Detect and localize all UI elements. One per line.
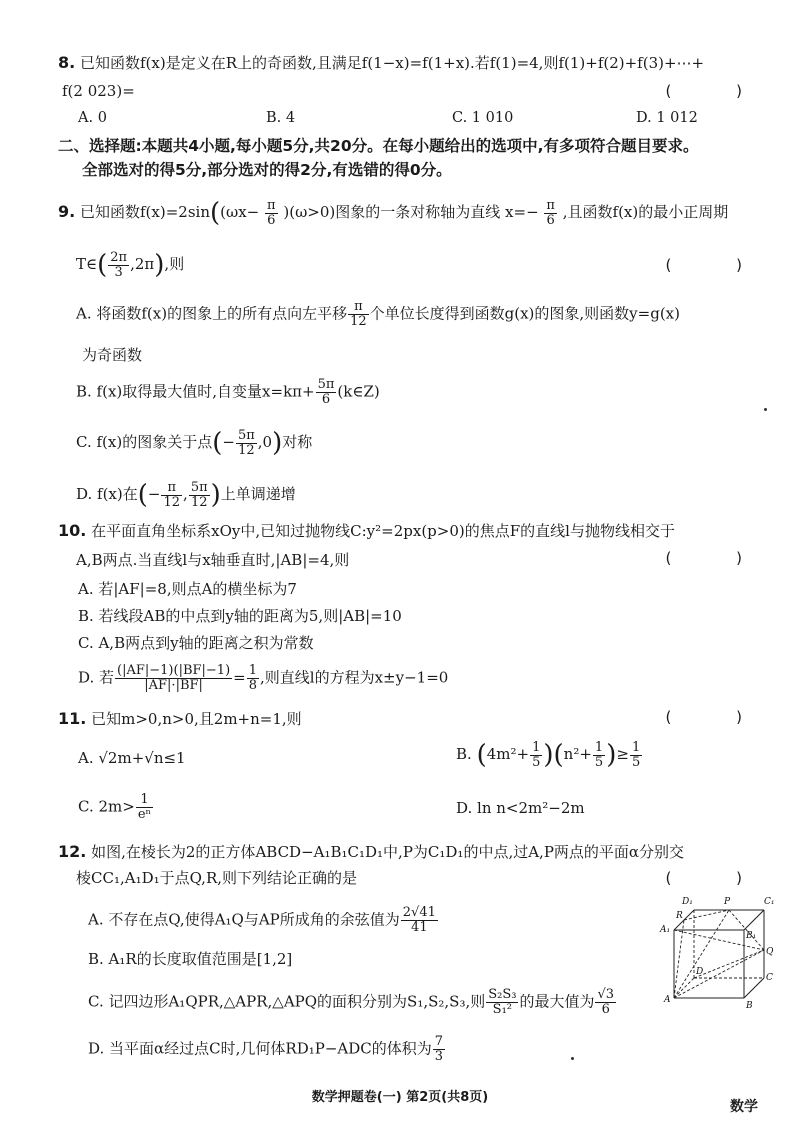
fraction xyxy=(316,378,337,407)
option-text: ≥ xyxy=(616,745,629,763)
frac-den: 5 xyxy=(594,754,604,770)
option-text: C. f(x)的图象关于点 xyxy=(76,433,213,451)
frac-num: 1 xyxy=(594,739,604,755)
segment-AP xyxy=(674,910,729,998)
option-b: B. 4 xyxy=(266,110,296,126)
fraction xyxy=(189,481,210,510)
option-text: A. 不存在点Q,使得A₁Q与AP所成角的余弦值为 xyxy=(88,910,400,929)
segment-DQ xyxy=(694,950,764,978)
option-text: ,0 xyxy=(257,433,273,451)
label-P: P xyxy=(724,897,731,907)
option-d: D. 1 012 xyxy=(636,110,698,126)
question-12 xyxy=(58,841,684,862)
option-text: B. xyxy=(456,745,477,763)
q11-option-b: B. (4m²+ $\frac{1}{5}$ )(n²+ $\frac{1}{5}$ )≥ $\frac{1}{5}$ xyxy=(456,739,641,770)
section-heading-line1: 二、选择题:本题共4小题,每小题5分,共20分。在每小题给出的选项中,有多项符合题目要求。 xyxy=(58,137,699,155)
fraction xyxy=(348,300,369,329)
q11-option-d: D. ln n<2m²−2m xyxy=(456,799,585,817)
label-Q: Q xyxy=(766,947,774,957)
label-B: B xyxy=(746,1001,753,1010)
fraction xyxy=(161,481,182,510)
fraction xyxy=(136,793,153,822)
option-text: C. 记四边形A₁QPR,△APR,△APQ的面积分别为S₁,S₂,S₃,则 xyxy=(88,992,486,1011)
q10-option-b: B. 若线段AB的中点到y轴的距离为5,则|AB|=10 xyxy=(78,607,402,625)
option-text: = xyxy=(233,668,246,687)
frac-den: 6 xyxy=(546,212,555,228)
q12-option-c xyxy=(88,988,617,1017)
frac-den: 8 xyxy=(248,678,258,693)
option-text: 4m²+ xyxy=(486,745,530,763)
frac-num: 5π xyxy=(237,427,255,443)
edge-B1C1 xyxy=(744,910,764,930)
frac-num: 2π xyxy=(110,249,128,265)
segment-AR xyxy=(674,920,684,998)
speck xyxy=(764,408,767,411)
question-number: 11. xyxy=(58,709,87,728)
label-A1: A₁ xyxy=(660,925,671,935)
option-text: D. 若 xyxy=(78,668,115,687)
q12-option-d xyxy=(88,1035,446,1064)
section-heading xyxy=(58,134,780,182)
question-number: 8. xyxy=(58,53,76,72)
label-C: C xyxy=(766,973,773,983)
option-text: B. f(x)取得最大值时,自变量x=kπ+ xyxy=(76,382,315,401)
answer-paren: ( ) xyxy=(665,82,772,100)
question-11 xyxy=(58,708,302,729)
q11-option-a: A. √2m+√n≤1 xyxy=(78,749,186,767)
fraction xyxy=(530,741,542,770)
frac-den: 3 xyxy=(434,1049,444,1064)
frac-den: S₁² xyxy=(492,1002,513,1017)
question-number: 10. xyxy=(58,521,87,540)
frac-den: 6 xyxy=(267,212,276,228)
option-text: A. 将函数f(x)的图象上的所有点向左平移 xyxy=(76,304,348,323)
answer-paren: ( ) xyxy=(665,549,772,567)
frac-num: 1 xyxy=(532,739,541,755)
q9-option-a-cont: 为奇函数 xyxy=(82,346,143,364)
fraction xyxy=(265,199,278,228)
question-stem-cont: A,B两点.当直线l与x轴垂直时,|AB|=4,则 xyxy=(76,551,350,569)
frac-num: 5π xyxy=(190,479,208,495)
cube-figure xyxy=(658,890,778,1010)
option-text: 的最大值为 xyxy=(519,992,595,1011)
fraction xyxy=(236,429,257,458)
frac-num: 2√41 xyxy=(402,905,436,920)
frac-num: 7 xyxy=(434,1034,444,1049)
q9-stem-b: (ωx− xyxy=(220,203,260,221)
question-9: 9. 已知函数f(x)=2sin((ωx− $\frac{\pi}{6}$ )(ω>0)图象的一条对称轴为直线 x=− $\frac{\pi}{6}$ ,且函数f(x)的最小正周期 xyxy=(58,197,729,228)
frac-den: 6 xyxy=(601,1002,610,1017)
fraction xyxy=(401,906,438,935)
frac-den: 5 xyxy=(631,754,641,770)
fraction xyxy=(247,664,259,693)
option-c: C. 1 010 xyxy=(452,110,514,126)
frac-num: 1 xyxy=(136,793,153,808)
option-text: D. f(x)在 xyxy=(76,485,138,503)
question-stem: 在平面直角坐标系xOy中,已知过抛物线C:y²=2px(p>0)的焦点F的直线l与抛物线相交于 xyxy=(91,522,675,540)
q10-option-d xyxy=(78,664,448,693)
option-text: n²+ xyxy=(563,745,592,763)
q9-stem-d: ,且函数f(x)的最小正周期 xyxy=(562,203,729,221)
frac-den: 12 xyxy=(350,314,367,329)
answer-paren: ( ) xyxy=(665,256,772,274)
question-number: 9. xyxy=(58,202,76,221)
label-C1: C₁ xyxy=(764,897,775,907)
fraction xyxy=(115,664,232,693)
fraction xyxy=(595,988,616,1017)
frac-den: 12 xyxy=(163,494,181,510)
label-A: A xyxy=(664,995,671,1005)
option-text: 个单位长度得到函数g(x)的图象,则函数y=g(x) xyxy=(369,304,680,323)
question-stem: 已知m>0,n>0,且2m+n=1,则 xyxy=(91,710,302,728)
frac-den: |AF|·|BF| xyxy=(144,678,203,693)
label-D1: D₁ xyxy=(682,897,693,907)
option-text: ,则直线l的方程为x±y−1=0 xyxy=(260,668,449,687)
q12-option-a xyxy=(88,906,439,935)
option-text: (k∈Z) xyxy=(337,382,380,401)
q9-stem-c: )(ω>0)图象的一条对称轴为直线 x=− xyxy=(283,203,539,221)
question-stem: 已知函数f(x)是定义在R上的奇函数,且满足f(1−x)=f(1+x).若f(1)=4,则f(1)+f(2)+f(3)+⋯+ xyxy=(80,54,705,72)
q9-line2-a: T∈ xyxy=(76,255,98,273)
option-text: C. 2m> xyxy=(78,797,135,816)
frac-num: π xyxy=(348,300,369,315)
q9-option-b xyxy=(76,378,380,407)
frac-num: π xyxy=(267,197,276,213)
answer-paren: ( ) xyxy=(665,869,772,887)
frac-den: 6 xyxy=(321,392,331,407)
q12-option-b: B. A₁R的长度取值范围是[1,2] xyxy=(88,950,293,968)
q9-option-a xyxy=(76,300,680,329)
question-stem: 如图,在棱长为2的正方体ABCD−A₁B₁C₁D₁中,P为C₁D₁的中点,过A,P两点的平面α分别交 xyxy=(91,843,685,861)
q9-option-c: C. f(x)的图象关于点(− $\frac{5\pi}{12}$ ,0)对称 xyxy=(76,427,313,458)
q9-line2-c: ,则 xyxy=(164,255,185,273)
question-stem-cont: 棱CC₁,A₁D₁于点Q,R,则下列结论正确的是 xyxy=(76,869,358,887)
subject-label: 数学 xyxy=(730,1099,758,1115)
question-10 xyxy=(58,520,675,541)
frac-num: S₂S₃ xyxy=(488,987,517,1002)
speck xyxy=(571,1057,574,1060)
q10-option-c: C. A,B两点到y轴的距离之积为常数 xyxy=(78,634,314,652)
frac-den: 3 xyxy=(114,264,123,280)
frac-num: 1 xyxy=(248,663,258,678)
edge-AD xyxy=(674,978,694,998)
frac-num: 1 xyxy=(631,739,641,755)
frac-num: (|AF|−1)(|BF|−1) xyxy=(117,663,231,678)
fraction xyxy=(486,988,518,1017)
q9-line2: T∈( $\frac{2\pi}{3}$ ,2π),则 xyxy=(76,249,185,280)
page-footer: 数学押题卷(一) 第2页(共8页) xyxy=(311,1090,489,1105)
section-heading-line2: 全部选对的得5分,部分选对的得2分,有选错的得0分。 xyxy=(82,161,452,179)
frac-den: 41 xyxy=(411,920,428,935)
fraction xyxy=(630,741,642,770)
fraction xyxy=(593,741,605,770)
frac-den: 12 xyxy=(190,494,208,510)
edge-BC xyxy=(744,978,764,998)
segment-RP xyxy=(684,910,729,920)
label-B1: B₁ xyxy=(746,931,757,941)
frac-num: 5π xyxy=(317,377,335,392)
frac-num: π xyxy=(546,197,555,213)
option-text: 对称 xyxy=(282,433,313,451)
fraction xyxy=(108,251,129,280)
fraction xyxy=(433,1035,445,1064)
q9-option-d: D. f(x)在(− $\frac{\pi}{12}$ , $\frac{5\pi}{12}$ )上单调递增 xyxy=(76,479,296,510)
frac-num: π xyxy=(161,481,182,496)
option-text: D. 当平面α经过点C时,几何体RD₁P−ADC的体积为 xyxy=(88,1039,432,1058)
q9-stem-a: 已知函数f(x)=2sin xyxy=(80,203,210,221)
option-a: A. 0 xyxy=(78,110,107,126)
q9-line2-b: ,2π xyxy=(130,255,155,273)
q10-option-a: A. 若|AF|=8,则点A的横坐标为7 xyxy=(78,580,297,598)
frac-den: eⁿ xyxy=(137,807,152,822)
frac-den: 12 xyxy=(238,442,255,458)
question-number: 12. xyxy=(58,842,87,861)
q11-option-c xyxy=(78,793,154,822)
answer-paren: ( ) xyxy=(665,708,772,726)
frac-den: 5 xyxy=(532,754,541,770)
fraction xyxy=(544,199,557,228)
question-stem-cont: f(2 023)= xyxy=(62,82,135,100)
label-D: D xyxy=(696,967,704,977)
question-8 xyxy=(58,52,770,74)
frac-num: √3 xyxy=(597,987,615,1002)
label-R: R xyxy=(676,911,683,921)
option-text: 上单调递增 xyxy=(220,485,296,503)
